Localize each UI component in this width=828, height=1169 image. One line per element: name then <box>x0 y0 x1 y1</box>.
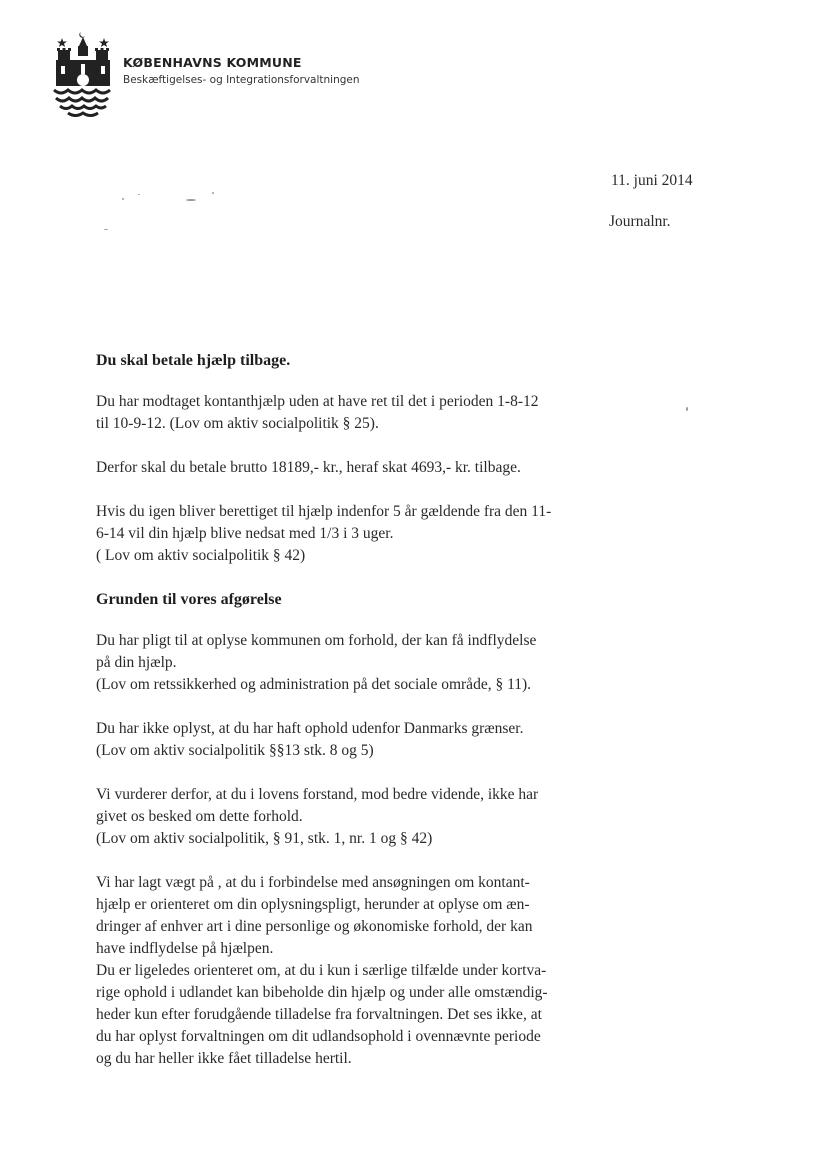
letter-heading: Du skal betale hjælp tilbage. <box>96 352 291 369</box>
section-heading: Grunden til vores afgørelse <box>96 591 282 608</box>
scan-speck <box>122 198 124 200</box>
copenhagen-coat-of-arms-icon <box>52 30 114 118</box>
letter-body <box>96 350 596 1070</box>
journal-number-label: Journalnr. <box>609 213 671 230</box>
paragraph-amount: Derfor skal du betale brutto 18189,- kr., heraf skat 4693,- kr. tilbage. <box>96 459 521 476</box>
paragraph-reasoning: Vi har lagt vægt på , at du i forbindelse med ansøgningen om kontant- hjælp er orienteret om din oplysningspligt, herunder at oplyse om æn- dringer af enhver art i dine personlige og økonomiske forhold, der kan have indflydelse på hjælpen. Du er ligeledes orienteret om, at du i kun i særlige tilfælde under kortva- rige ophold i udlandet kan bibeholde din hjælp og under alle omstændig- heder kun efter forudgående tilladelse fra forvaltningen. Det ses ikke, at du har oplyst forvaltningen om dit udlandsophold i ovennævnte periode og du har heller ikke fået tilladelse hertil. <box>96 874 548 1067</box>
organization-name: KØBENHAVNS KOMMUNE <box>123 55 302 70</box>
scan-speck <box>138 194 140 195</box>
paragraph-reduction: Hvis du igen bliver berettiget til hjælp indenfor 5 år gældende fra den 11- 6-14 vil din hjælp blive nedsat med 1/3 i 3 uger. ( Lov om aktiv socialpolitik § 42) <box>96 503 552 564</box>
department-name: Beskæftigelses- og Integrationsforvaltningen <box>123 74 360 86</box>
scan-speck <box>686 407 688 411</box>
paragraph-not-informed: Du har ikke oplyst, at du har haft ophold udenfor Danmarks grænser. (Lov om aktiv socialpolitik §§13 stk. 8 og 5) <box>96 720 524 759</box>
scan-speck <box>104 229 108 230</box>
paragraph-overpayment: Du har modtaget kontanthjælp uden at have ret til det i perioden 1-8-12 til 10-9-12. (Lov om aktiv socialpolitik § 25). <box>96 393 539 432</box>
paragraph-assessment: Vi vurderer derfor, at du i lovens forstand, mod bedre vidende, ikke har givet os besked om dette forhold. (Lov om aktiv socialpolitik, § 91, stk. 1, nr. 1 og § 42) <box>96 786 539 847</box>
scan-speck <box>212 192 214 194</box>
letter-date: 11. juni 2014 <box>611 172 693 189</box>
scan-speck <box>186 199 196 201</box>
paragraph-duty-to-inform: Du har pligt til at oplyse kommunen om forhold, der kan få indflydelse på din hjælp. (Lov om retssikkerhed og administration på det sociale område, § 11). <box>96 632 537 693</box>
